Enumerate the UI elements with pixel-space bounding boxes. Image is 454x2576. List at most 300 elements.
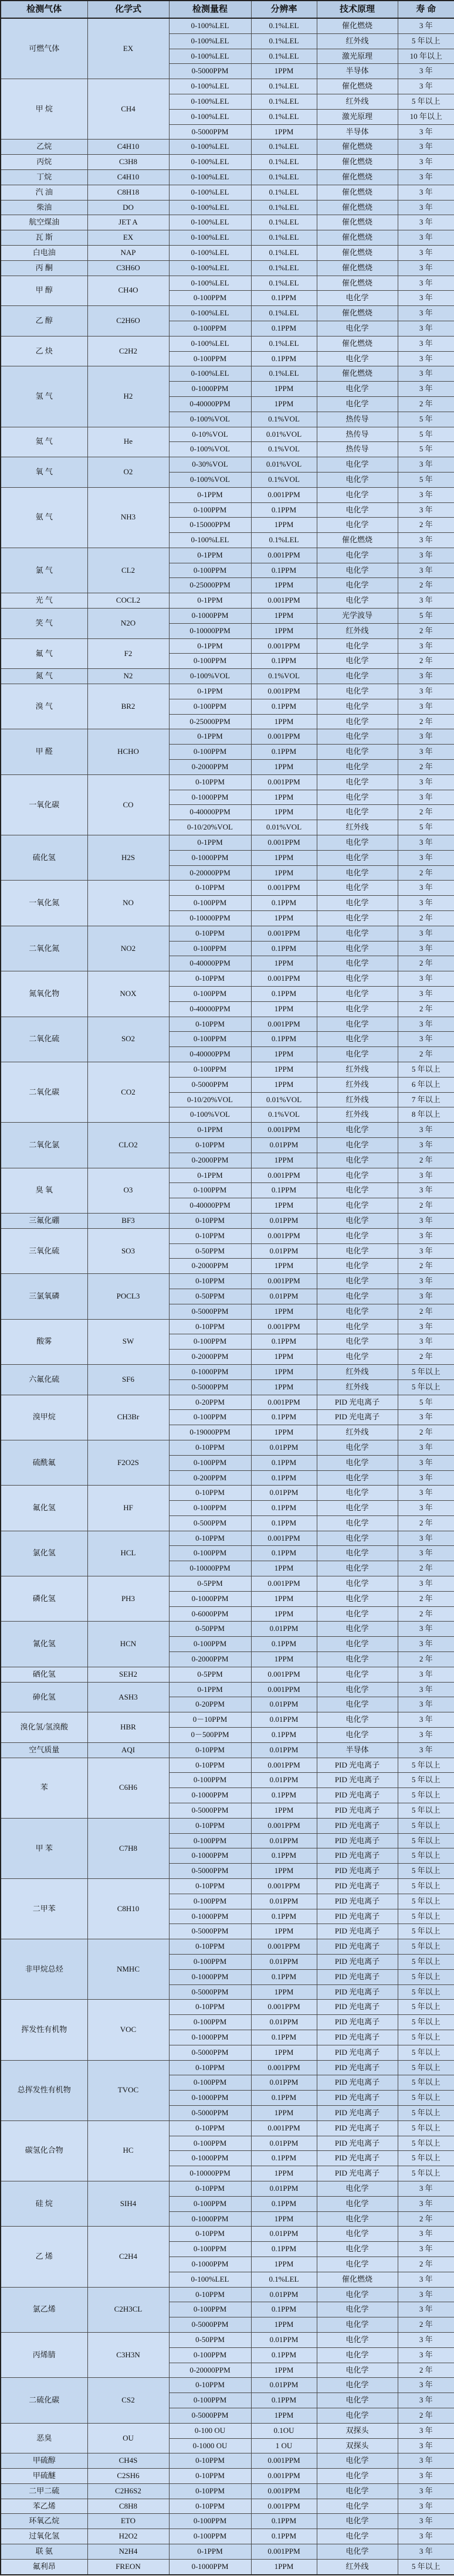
table-row (1, 1576, 454, 1592)
life-cell: 3 年 (398, 2514, 454, 2529)
range-cell: 0-10PPM (169, 1531, 251, 1546)
gas-name-cell: 苯乙烯 (1, 2499, 87, 2514)
principle-cell: 电化学 (317, 896, 398, 911)
resolution-cell: 0.001PPM (251, 2453, 317, 2469)
resolution-cell: 0.01PPM (251, 2181, 317, 2196)
principle-cell: 电化学 (317, 1017, 398, 1032)
range-cell: 0-1000PPM (169, 2559, 251, 2574)
principle-cell: 电化学 (317, 1243, 398, 1259)
table-row (1, 1622, 454, 1637)
range-cell: 0-100%LEL (169, 215, 251, 230)
resolution-cell: 0.1PPM (251, 1848, 317, 1864)
resolution-cell: 0.1PPM (251, 1546, 317, 1561)
life-cell: 2 年 (398, 1425, 454, 1440)
table-row (1, 2332, 454, 2347)
life-cell: 10 年以上 (398, 49, 454, 64)
resolution-cell: 1PPM (251, 2559, 317, 2574)
life-cell: 3 年 (398, 699, 454, 714)
gas-name-cell: 瓦 斯 (1, 230, 87, 246)
resolution-cell: 0.01PPM (251, 1773, 317, 1788)
resolution-cell: 0.1%LEL (251, 366, 317, 382)
life-cell: 3 年 (398, 941, 454, 956)
principle-cell: 电化学 (317, 548, 398, 563)
resolution-cell: 0.001PPM (251, 729, 317, 745)
resolution-cell: 1PPM (251, 714, 317, 729)
gas-name-cell: 二氧化硫 (1, 1017, 87, 1062)
principle-cell: 电化学 (317, 2393, 398, 2408)
life-cell: 3 年 (398, 926, 454, 941)
range-cell: 0-1PPM (169, 1682, 251, 1697)
formula-cell: NH3 (87, 487, 169, 548)
resolution-cell: 1PPM (251, 2211, 317, 2227)
principle-cell: 电化学 (317, 1228, 398, 1243)
resolution-cell: 1PPM (251, 1652, 317, 1667)
resolution-cell: 1PPM (251, 623, 317, 638)
principle-cell: PID 光电离子 (317, 2151, 398, 2166)
gas-name-cell: 氟 气 (1, 638, 87, 669)
principle-cell: 电化学 (317, 2363, 398, 2378)
range-cell: 0-100%LEL (169, 155, 251, 170)
principle-cell: 催化燃烧 (317, 155, 398, 170)
gas-name-cell: 氯化氢 (1, 1531, 87, 1576)
principle-cell: 电化学 (317, 291, 398, 306)
range-cell: 0-100PPM (169, 745, 251, 760)
life-cell: 5 年以上 (398, 1924, 454, 1939)
range-cell: 0-5000PPM (169, 2045, 251, 2060)
table-row (1, 230, 454, 246)
table-row (1, 1395, 454, 1410)
gas-name-cell: 二甲苯 (1, 1879, 87, 1939)
principle-cell: 电化学 (317, 1047, 398, 1062)
principle-cell: 红外线 (317, 1364, 398, 1379)
life-cell: 3 年 (398, 850, 454, 865)
resolution-cell: 0.01%VOL (251, 427, 317, 442)
resolution-cell: 0.1%LEL (251, 109, 317, 124)
principle-cell: 电化学 (317, 2181, 398, 2196)
range-cell: 0-1PPM (169, 638, 251, 654)
range-cell: 0-5PPM (169, 1667, 251, 1682)
resolution-cell: 1PPM (251, 64, 317, 79)
formula-cell: H2 (87, 366, 169, 427)
principle-cell: 电化学 (317, 1561, 398, 1576)
resolution-cell: 0.001PPM (251, 1879, 317, 1894)
life-cell: 5 年以上 (398, 2166, 454, 2181)
principle-cell: 催化燃烧 (317, 336, 398, 351)
range-cell: 0-5000PPM (169, 124, 251, 140)
principle-cell: 红外线 (317, 1107, 398, 1123)
gas-name-cell: 氟利昂 (1, 2559, 87, 2574)
life-cell: 3 年 (398, 2287, 454, 2302)
resolution-cell: 1PPM (251, 396, 317, 412)
resolution-cell: 0.1PPM (251, 1032, 317, 1047)
life-cell: 3 年 (398, 2453, 454, 2469)
principle-cell: 电化学 (317, 1486, 398, 1501)
range-cell: 0-1PPM (169, 684, 251, 699)
principle-cell: 电化学 (317, 1591, 398, 1606)
life-cell: 5 年以上 (398, 2060, 454, 2075)
formula-cell: OU (87, 2423, 169, 2453)
table-body (1, 18, 454, 2575)
table-row (1, 169, 454, 185)
table-header (1, 1, 454, 18)
range-cell: 0-2000PPM (169, 1153, 251, 1168)
formula-cell: DO (87, 200, 169, 215)
table-row (1, 306, 454, 321)
principle-cell: PID 光电离子 (317, 2060, 398, 2075)
resolution-cell: 0.01PPM (251, 2378, 317, 2393)
life-cell: 3 年 (398, 2469, 454, 2484)
life-cell: 6 年以上 (398, 1077, 454, 1092)
principle-cell: 电化学 (317, 790, 398, 805)
principle-cell: PID 光电离子 (317, 1894, 398, 1909)
resolution-cell: 0.1PPM (251, 2091, 317, 2106)
table-row (1, 1742, 454, 1758)
range-cell: 0-100PPM (169, 1637, 251, 1652)
range-cell: 0-200PPM (169, 1470, 251, 1486)
gas-name-cell: 柴油 (1, 200, 87, 215)
life-cell: 3 年 (398, 1697, 454, 1712)
gas-name-cell: 乙 醇 (1, 306, 87, 337)
life-cell: 3 年 (398, 1440, 454, 1455)
range-cell: 0-100PPM (169, 699, 251, 714)
gas-name-cell: 氟化氢 (1, 1486, 87, 1531)
range-cell: 0-6000PPM (169, 1606, 251, 1622)
gas-name-cell: 过氧化氢 (1, 2529, 87, 2544)
resolution-cell: 1PPM (251, 1304, 317, 1319)
range-cell: 0-100PPM (169, 654, 251, 669)
life-cell: 3 年 (398, 1243, 454, 1259)
gas-name-cell: 甲硫醇 (1, 2453, 87, 2469)
principle-cell: 电化学 (317, 714, 398, 729)
range-cell: 0-10PPM (169, 2453, 251, 2469)
resolution-cell: 1PPM (251, 1984, 317, 2000)
principle-cell: 红外线 (317, 1379, 398, 1395)
resolution-cell: 1PPM (251, 2408, 317, 2423)
table-row (1, 2529, 454, 2544)
life-cell: 10 年以上 (398, 109, 454, 124)
resolution-cell: 1PPM (251, 1364, 317, 1379)
life-cell: 3 年 (398, 2302, 454, 2317)
gas-name-cell: 乙烷 (1, 140, 87, 155)
range-cell: 0-10PPM (169, 971, 251, 987)
range-cell: 0-10PPM (169, 1939, 251, 1955)
life-cell: 3 年 (398, 1546, 454, 1561)
principle-cell: 电化学 (317, 1697, 398, 1712)
life-cell: 2 年 (398, 1259, 454, 1274)
life-cell: 3 年 (398, 200, 454, 215)
resolution-cell: 1PPM (251, 1606, 317, 1622)
principle-cell: 电化学 (317, 1198, 398, 1214)
life-cell: 3 年 (398, 1712, 454, 1728)
resolution-cell: 0.1PPM (251, 1969, 317, 1984)
formula-cell: HCHO (87, 729, 169, 774)
table-row (1, 1879, 454, 1894)
life-cell: 5 年以上 (398, 1984, 454, 2000)
life-cell: 3 年 (398, 1470, 454, 1486)
principle-cell: 电化学 (317, 1652, 398, 1667)
resolution-cell: 1PPM (251, 609, 317, 624)
formula-cell: C8H8 (87, 2499, 169, 2514)
header-cell: 检测量程 (169, 1, 251, 18)
table-row (1, 2559, 454, 2574)
resolution-cell: 0.1%LEL (251, 49, 317, 64)
range-cell: 0-100PPM (169, 1546, 251, 1561)
life-cell: 3 年 (398, 1501, 454, 1516)
table-row (1, 1818, 454, 1833)
life-cell: 2 年 (398, 578, 454, 593)
principle-cell: 电化学 (317, 774, 398, 790)
life-cell: 3 年 (398, 245, 454, 260)
range-cell: 0-40000PPM (169, 1198, 251, 1214)
resolution-cell: 1PPM (251, 1379, 317, 1395)
resolution-cell: 0.1PPM (251, 745, 317, 760)
life-cell: 5 年以上 (398, 2015, 454, 2030)
life-cell: 5 年 (398, 442, 454, 457)
table-row (1, 427, 454, 442)
range-cell: 0-40000PPM (169, 1001, 251, 1017)
life-cell: 2 年 (398, 396, 454, 412)
resolution-cell: 0.1PPM (251, 321, 317, 336)
formula-cell: C7H8 (87, 1818, 169, 1878)
life-cell: 2 年 (398, 1001, 454, 1017)
formula-cell: CH4S (87, 2453, 169, 2469)
principle-cell: 电化学 (317, 1470, 398, 1486)
principle-cell: 电化学 (317, 563, 398, 578)
resolution-cell: 1PPM (251, 382, 317, 397)
principle-cell: PID 光电离子 (317, 2030, 398, 2045)
life-cell: 3 年 (398, 2196, 454, 2211)
resolution-cell: 0.1PPM (251, 1501, 317, 1516)
principle-cell: 电化学 (317, 2499, 398, 2514)
resolution-cell: 0.001PPM (251, 487, 317, 502)
resolution-cell: 0.1PPM (251, 699, 317, 714)
gas-name-cell: 磷化氢 (1, 1576, 87, 1622)
resolution-cell: 0.001PPM (251, 593, 317, 609)
table-row (1, 593, 454, 609)
gas-name-cell: 环氧乙烷 (1, 2514, 87, 2529)
resolution-cell: 0.001PPM (251, 684, 317, 699)
principle-cell: 电化学 (317, 1546, 398, 1561)
range-cell: 0-10PPM (169, 1758, 251, 1773)
table-row (1, 1123, 454, 1138)
range-cell: 0-100PPM (169, 896, 251, 911)
range-cell: 0-100PPM (169, 291, 251, 306)
table-row (1, 140, 454, 155)
principle-cell: PID 光电离子 (317, 2075, 398, 2091)
formula-cell: TVOC (87, 2060, 169, 2120)
life-cell: 3 年 (398, 2227, 454, 2242)
resolution-cell: 0.01PPM (251, 2227, 317, 2242)
life-cell: 5 年 (398, 820, 454, 835)
resolution-cell: 0.1PPM (251, 2514, 317, 2529)
table-row (1, 684, 454, 699)
life-cell: 3 年 (398, 1183, 454, 1198)
range-cell: 0-100%LEL (169, 306, 251, 321)
table-row (1, 2000, 454, 2015)
life-cell: 5 年以上 (398, 1894, 454, 1909)
life-cell: 3 年 (398, 230, 454, 246)
resolution-cell: 0.001PPM (251, 881, 317, 896)
formula-cell: C2H6S2 (87, 2483, 169, 2499)
principle-cell: 电化学 (317, 2332, 398, 2347)
table-row (1, 2453, 454, 2469)
resolution-cell: 0.1%LEL (251, 94, 317, 109)
resolution-cell: 0.1PPM (251, 1410, 317, 1425)
life-cell: 3 年 (398, 1410, 454, 1425)
table-row (1, 609, 454, 624)
formula-cell: O2 (87, 457, 169, 488)
life-cell: 5 年 (398, 427, 454, 442)
range-cell: 0-100%LEL (169, 140, 251, 155)
formula-cell: C2H6O (87, 306, 169, 337)
life-cell: 5 年以上 (398, 1909, 454, 1924)
range-cell: 0-10000PPM (169, 623, 251, 638)
gas-name-cell: 丁烷 (1, 169, 87, 185)
principle-cell: 电化学 (317, 1440, 398, 1455)
life-cell: 3 年 (398, 2423, 454, 2438)
principle-cell: 电化学 (317, 2529, 398, 2544)
resolution-cell: 1PPM (251, 2256, 317, 2272)
range-cell: 0-100PPM (169, 2302, 251, 2317)
resolution-cell: 0.1%LEL (251, 140, 317, 155)
life-cell: 3 年 (398, 487, 454, 502)
formula-cell: C8H18 (87, 185, 169, 200)
range-cell: 0-100PPM (169, 2347, 251, 2363)
range-cell: 0-10PPM (169, 1319, 251, 1334)
table-row (1, 638, 454, 654)
principle-cell: 热传导 (317, 412, 398, 427)
range-cell: 0-10000PPM (169, 1561, 251, 1576)
resolution-cell: 1PPM (251, 1198, 317, 1214)
gas-name-cell: 氯乙烯 (1, 2287, 87, 2332)
range-cell: 0-100PPM (169, 2393, 251, 2408)
principle-cell: 半导体 (317, 64, 398, 79)
resolution-cell: 1 OU (251, 2438, 317, 2453)
formula-cell: C4H10 (87, 140, 169, 155)
life-cell: 3 年 (398, 260, 454, 276)
gas-name-cell: 汽 油 (1, 185, 87, 200)
principle-cell: PID 光电离子 (317, 1758, 398, 1773)
table-row (1, 215, 454, 230)
principle-cell: 电化学 (317, 1350, 398, 1365)
formula-cell: NO2 (87, 926, 169, 971)
life-cell: 3 年 (398, 64, 454, 79)
header-cell: 寿 命 (398, 1, 454, 18)
life-cell: 5 年以上 (398, 2151, 454, 2166)
gas-name-cell: 氮氧化物 (1, 971, 87, 1017)
life-cell: 2 年 (398, 1047, 454, 1062)
range-cell: 0-100PPM (169, 2529, 251, 2544)
principle-cell: 电化学 (317, 2469, 398, 2484)
life-cell: 3 年 (398, 729, 454, 745)
gas-name-cell: 甲 醛 (1, 729, 87, 774)
life-cell: 3 年 (398, 2347, 454, 2363)
principle-cell: 催化燃烧 (317, 2272, 398, 2287)
life-cell: 3 年 (398, 533, 454, 548)
table-row (1, 2120, 454, 2136)
principle-cell: 电化学 (317, 1183, 398, 1198)
resolution-cell: 0.1PPM (251, 563, 317, 578)
principle-cell: PID 光电离子 (317, 1848, 398, 1864)
table-row (1, 2544, 454, 2560)
resolution-cell: 1PPM (251, 2363, 317, 2378)
gas-name-cell: 甲 醇 (1, 276, 87, 306)
range-cell: 0-100PPM (169, 2015, 251, 2030)
range-cell: 0-40000PPM (169, 805, 251, 820)
resolution-cell: 0.001PPM (251, 1667, 317, 1682)
gas-name-cell: 乙 烯 (1, 2227, 87, 2287)
range-cell: 0-5000PPM (169, 64, 251, 79)
life-cell: 3 年 (398, 1017, 454, 1032)
range-cell: 0-100PPM (169, 987, 251, 1002)
principle-cell: PID 光电离子 (317, 2166, 398, 2181)
life-cell: 3 年 (398, 2242, 454, 2257)
table-row (1, 1017, 454, 1032)
principle-cell: 电化学 (317, 351, 398, 366)
table-row (1, 1667, 454, 1682)
range-cell: 0-10PPM (169, 1137, 251, 1153)
life-cell: 2 年 (398, 654, 454, 669)
resolution-cell: 0.1PPM (251, 2030, 317, 2045)
table-row (1, 1062, 454, 1077)
life-cell: 5 年以上 (398, 1773, 454, 1788)
life-cell: 3 年 (398, 774, 454, 790)
life-cell: 3 年 (398, 1213, 454, 1228)
range-cell: 0-50PPM (169, 1243, 251, 1259)
resolution-cell: 0.001PPM (251, 2060, 317, 2075)
range-cell: 0-100%LEL (169, 49, 251, 64)
resolution-cell: 1PPM (251, 1077, 317, 1092)
resolution-cell: 1PPM (251, 2105, 317, 2120)
range-cell: 0-100PPM (169, 2242, 251, 2257)
formula-cell: CLO2 (87, 1123, 169, 1168)
table-row (1, 1682, 454, 1697)
resolution-cell: 0.001PPM (251, 1531, 317, 1546)
life-cell: 3 年 (398, 971, 454, 987)
resolution-cell: 0.001PPM (251, 1274, 317, 1289)
range-cell: 0-10PPM (169, 2227, 251, 2242)
range-cell: 0-100%LEL (169, 336, 251, 351)
gas-name-cell: 硒化氢 (1, 1667, 87, 1682)
resolution-cell: 1PPM (251, 956, 317, 971)
range-cell: 0-100PPM (169, 1032, 251, 1047)
gas-name-cell: 氦 气 (1, 427, 87, 457)
gas-name-cell: 光 气 (1, 593, 87, 609)
resolution-cell: 0.1%LEL (251, 33, 317, 49)
principle-cell: 电化学 (317, 911, 398, 926)
resolution-cell: 0.1PPM (251, 291, 317, 306)
gas-name-cell: 空气质量 (1, 1742, 87, 1758)
header-row (1, 1, 454, 18)
range-cell: 0-1000PPM (169, 2091, 251, 2106)
life-cell: 5 年以上 (398, 1379, 454, 1395)
principle-cell: PID 光电离子 (317, 1909, 398, 1924)
table-row (1, 1486, 454, 1501)
resolution-cell: 1PPM (251, 1259, 317, 1274)
table-row (1, 729, 454, 745)
principle-cell: 催化燃烧 (317, 533, 398, 548)
principle-cell: 热传导 (317, 442, 398, 457)
gas-name-cell: 二甲二硫 (1, 2483, 87, 2499)
resolution-cell: 1PPM (251, 911, 317, 926)
range-cell: 0-50PPM (169, 1622, 251, 1637)
life-cell: 3 年 (398, 306, 454, 321)
resolution-cell: 0.001PPM (251, 2120, 317, 2136)
principle-cell: 电化学 (317, 987, 398, 1002)
life-cell: 3 年 (398, 169, 454, 185)
formula-cell: HF (87, 1486, 169, 1531)
life-cell: 3 年 (398, 593, 454, 609)
